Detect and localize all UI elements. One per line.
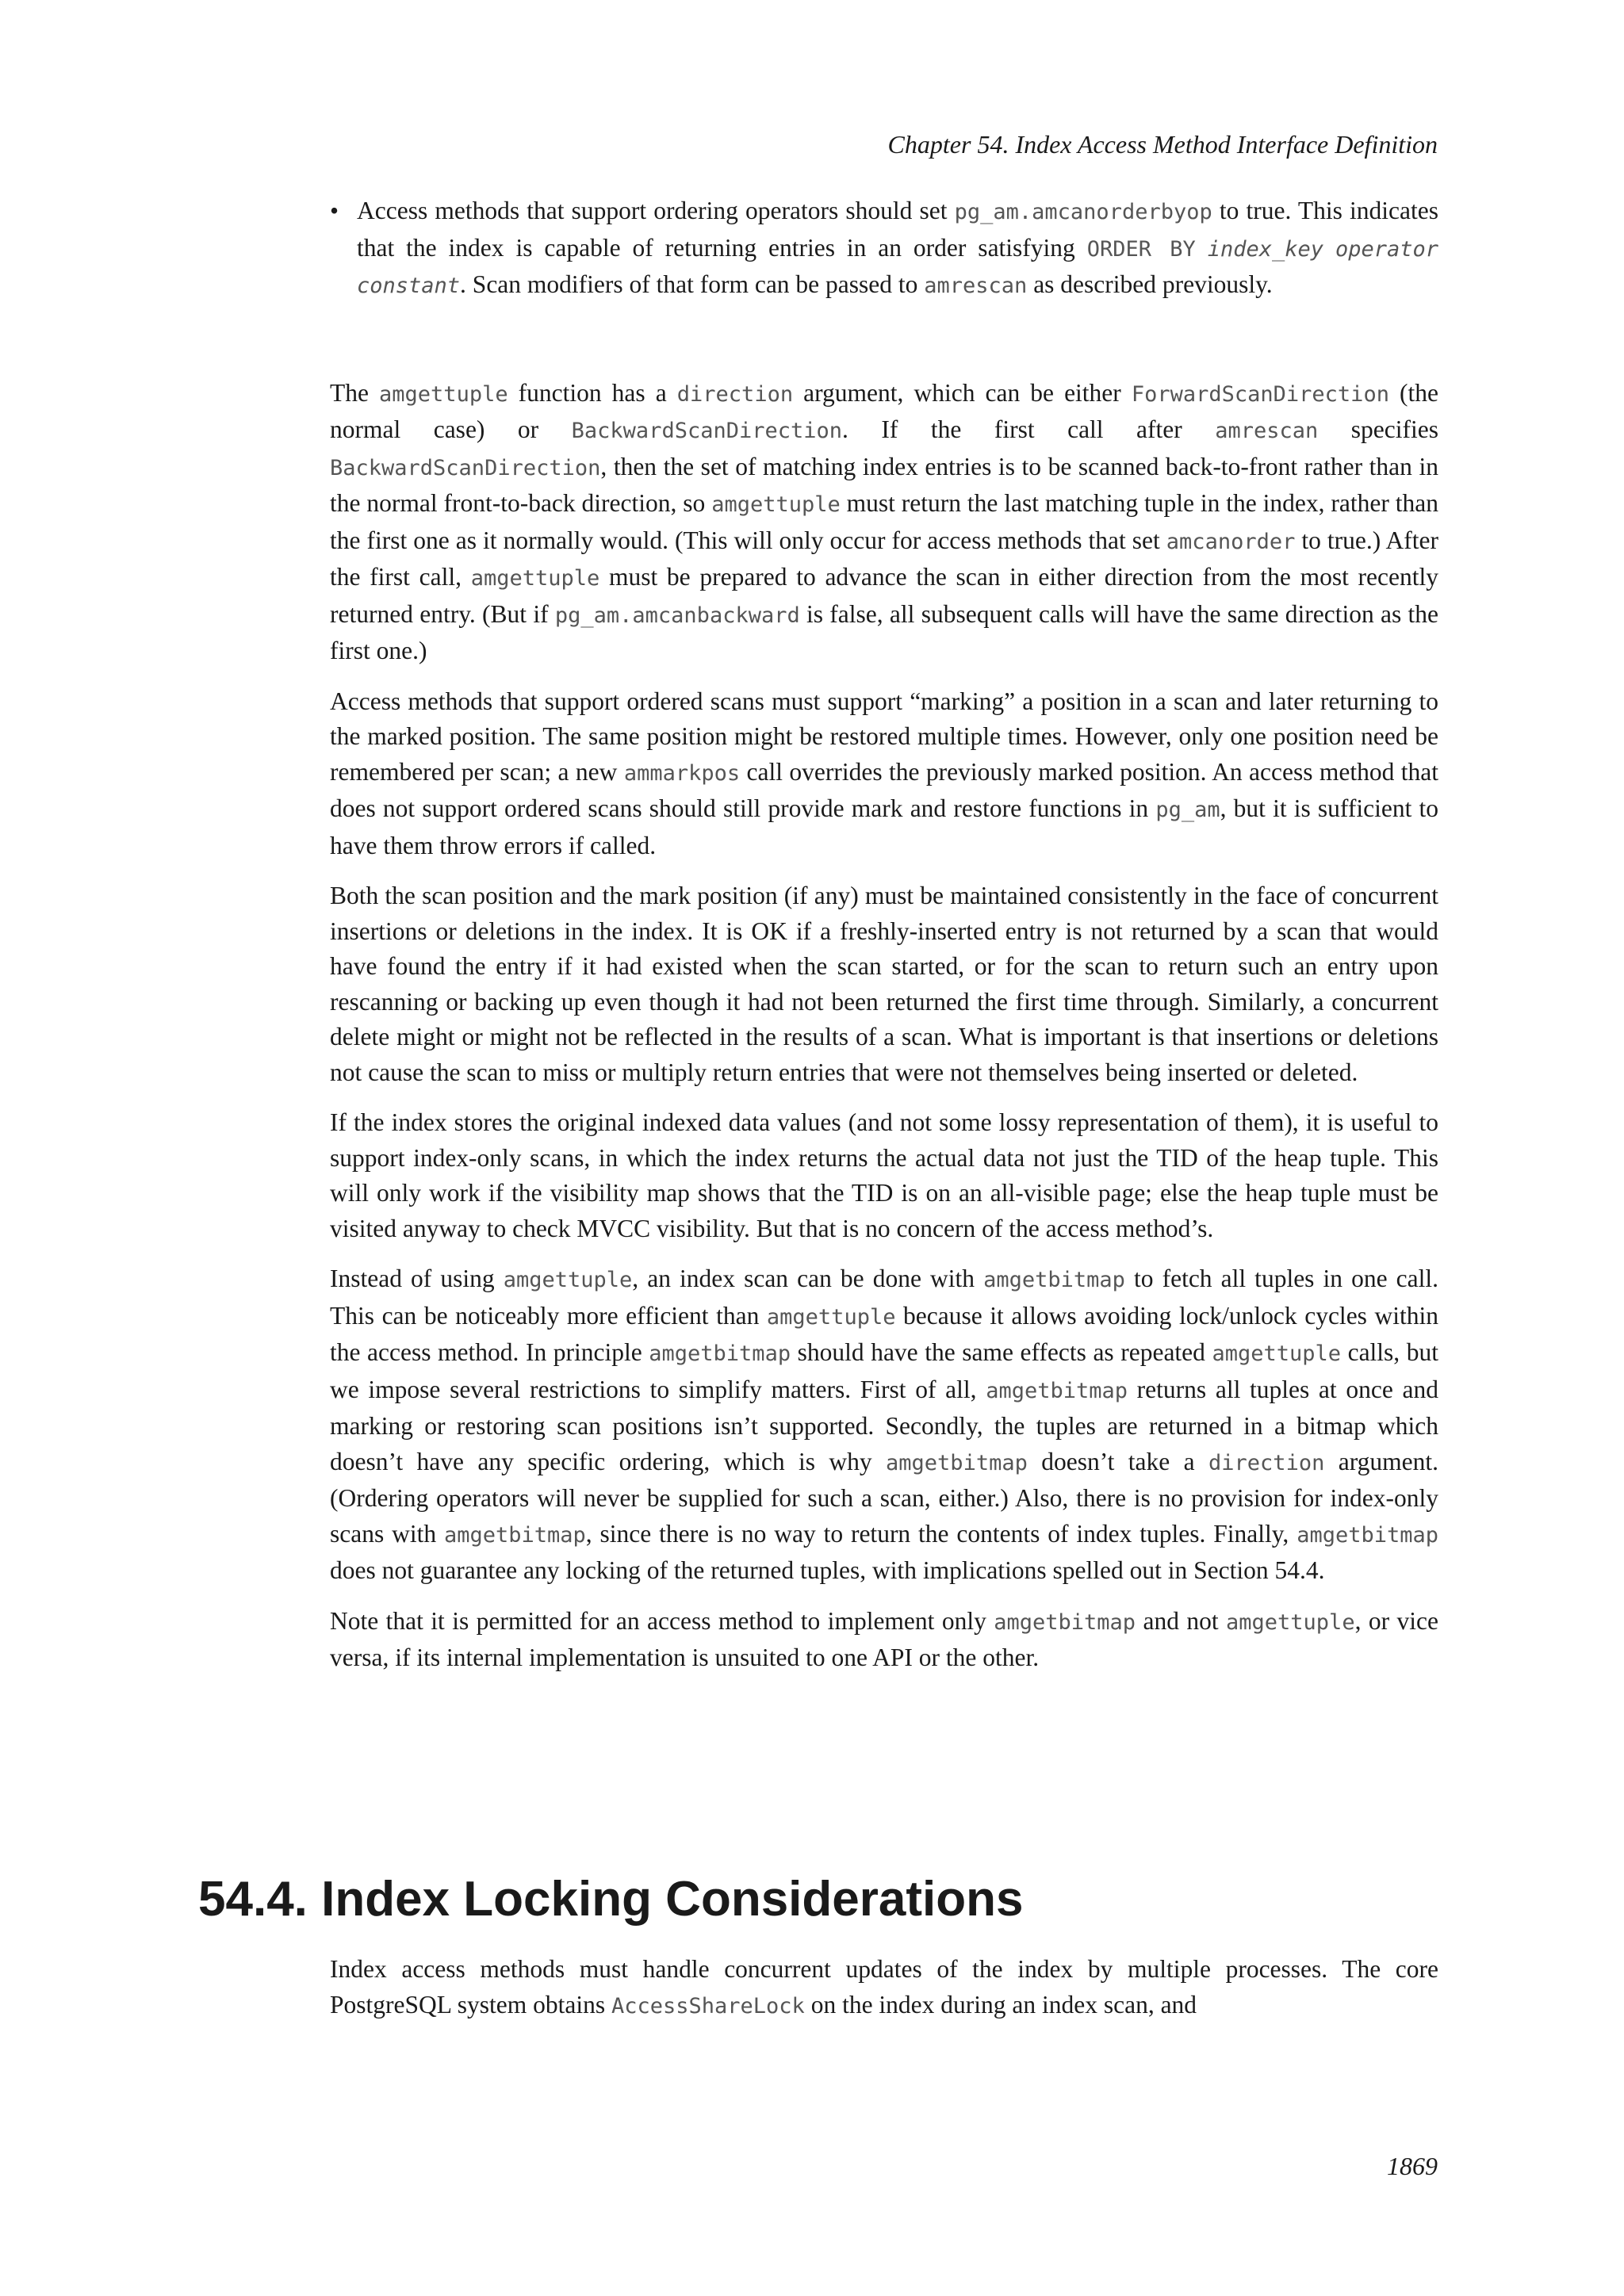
bullet-marker: •: [330, 197, 339, 224]
section-link[interactable]: Section 54.4: [1193, 1556, 1319, 1584]
text: specifies: [1318, 415, 1438, 443]
code-literal: pg_am: [1155, 798, 1220, 822]
text: must be prepared to advance the scan in either direction from the most recently returned entry. (But if: [330, 563, 1438, 628]
code-literal: amgetbitmap: [649, 1341, 791, 1366]
text: , an index scan can be done with: [632, 1265, 984, 1292]
code-placeholder: index_key: [1207, 236, 1324, 262]
code-literal: amgettuple: [470, 566, 600, 591]
text: must return the last matching tuple in the index, rather than the first one as it normally would. (This will only occur for access methods that set: [330, 489, 1438, 554]
text: should have the same effects as repeated: [791, 1338, 1212, 1366]
text: . Scan modifiers of that form can be passed to: [460, 270, 925, 298]
text: Access methods that support ordering operators should set: [357, 197, 955, 224]
text: calls, but we impose several restrictions to simplify matters. First of all,: [330, 1338, 1438, 1403]
section-heading: 54.4. Index Locking Considerations: [198, 1872, 1024, 1927]
text: on the index during an index scan, and: [804, 1990, 1197, 2019]
text: . If the first call after: [842, 415, 1216, 443]
code-literal: amgetbitmap: [994, 1609, 1136, 1635]
code-literal: pg_am.amcanbackward: [554, 603, 800, 628]
text: to true. This indicates that the index is capable of returning entries in an order satisfying: [357, 197, 1438, 262]
code-literal: amgettuple: [379, 381, 508, 407]
paragraph: If the index stores the original indexed data values (and not some lossy representation of them), it is useful to support index-only scans, in which the index returns the actual data not just the TID of the heap tuple. This will only work if the visibility map shows that the TID is on an all-visible page; else the heap tuple must be visited anyway to check MVCC visibility. But that is no concern of the access method’s.: [330, 1108, 1438, 1242]
paragraph: [330, 376, 1438, 669]
code-literal: amrescan: [1215, 419, 1319, 443]
paragraph: [330, 1952, 1438, 2024]
text: to true.) After the first call,: [330, 526, 1438, 591]
code-literal: direction: [1208, 1450, 1325, 1475]
list-item: [330, 193, 1438, 304]
code-literal: amgettuple: [1226, 1609, 1355, 1635]
text: [1323, 234, 1335, 262]
code-literal: ORDER BY: [1086, 236, 1196, 262]
paragraph: [330, 1604, 1438, 1676]
text: , but it is sufficient to have them throw errors if called.: [330, 794, 1438, 859]
main-content: [330, 193, 1438, 1691]
code-literal: amrescan: [924, 274, 1028, 298]
code-literal: amgettuple: [711, 492, 841, 517]
code-literal: BackwardScanDirection: [571, 419, 843, 443]
text: because it allows avoiding lock/unlock cycles within the access method. In principle: [330, 1301, 1438, 1366]
code-literal: BackwardScanDirection: [330, 455, 601, 480]
text: Index access methods must handle concurrent updates of the index by multiple processes. The core PostgreSQL system obtains: [330, 1955, 1438, 2019]
text: , since there is no way to return the contents of index tuples. Finally,: [585, 1519, 1297, 1548]
code-literal: amgetbitmap: [986, 1378, 1128, 1403]
page-number: 1869: [1387, 2152, 1438, 2180]
text: is false, all subsequent calls will have the same direction as the first one.): [330, 599, 1438, 664]
paragraph: [330, 684, 1438, 864]
text: .: [1318, 1556, 1325, 1584]
code-literal: amgetbitmap: [983, 1268, 1125, 1292]
code-literal: ForwardScanDirection: [1131, 381, 1389, 407]
code-literal: amgettuple: [503, 1268, 633, 1292]
text: Access methods that support ordered scans must support “marking” a position in a scan and later returning to the marked position. The same position might be restored multiple times. However, only one position need be remembered per scan; a new: [330, 687, 1438, 786]
text: as described previously.: [1027, 270, 1273, 298]
text: and not: [1136, 1606, 1227, 1635]
text: , or vice versa, if its internal implementation is unsuited to one API or the other.: [330, 1606, 1438, 1671]
text: Note that it is permitted for an access method to implement only: [330, 1606, 994, 1635]
text: to fetch all tuples in one call. This can be noticeably more efficient than: [330, 1265, 1438, 1330]
text: does not guarantee any locking of the returned tuples, with implications spelled out in: [330, 1556, 1194, 1584]
code-placeholder: constant: [357, 274, 461, 298]
code-literal: AccessShareLock: [611, 1993, 805, 2019]
text: argument. (Ordering operators will never be supplied for such a scan, either.) Also, there is no provision for index-only scans with: [330, 1447, 1438, 1548]
text: argument, which can be either: [793, 378, 1132, 407]
text: returns all tuples at once and marking or restoring scan positions isn’t supported. Secondly, the tuples are returned in a bitmap which doesn’t have any specific ordering, which is why: [330, 1375, 1438, 1475]
code-literal: pg_am.amcanorderbyop: [954, 200, 1212, 224]
text: doesn’t take a: [1027, 1447, 1209, 1475]
code-literal: amgettuple: [1212, 1341, 1342, 1366]
code-placeholder: operator: [1335, 236, 1439, 262]
section-body: [330, 1952, 1438, 2039]
text: Instead of using: [330, 1265, 504, 1292]
paragraph: [330, 1261, 1438, 1589]
code-literal: amgettuple: [766, 1304, 896, 1330]
text: function has a: [508, 378, 677, 407]
running-header: Chapter 54. Index Access Method Interface Definition: [887, 130, 1438, 159]
code-literal: amgetbitmap: [443, 1522, 586, 1548]
code-literal: ammarkpos: [623, 760, 741, 786]
paragraph: Both the scan position and the mark position (if any) must be maintained consistently in the face of concurrent insertions or deletions in the index. It is OK if a freshly-inserted entry is not returned by a scan that would have found the entry if it had existed when the scan started, or for the scan to return such an entry upon rescanning or backing up even though it had not been returned the first time through. Similarly, a concurrent delete might or might not be reflected in the results of a scan. What is important is that insertions or deletions not cause the scan to miss or multiply return entries that were not themselves being inserted or deleted.: [330, 882, 1438, 1086]
text: , then the set of matching index entries is to be scanned back-to-front rather than in the normal front-to-back direction, so: [330, 452, 1438, 517]
text: call overrides the previously marked position. An access method that does not support ordered scans should still provide mark and restore functions in: [330, 757, 1439, 822]
text: [1196, 234, 1208, 262]
code-literal: amcanorder: [1166, 529, 1296, 554]
text: (the normal case) or: [330, 378, 1438, 443]
code-literal: direction: [676, 381, 794, 407]
code-literal: amgetbitmap: [886, 1450, 1028, 1475]
text: The: [330, 378, 380, 407]
code-literal: amgetbitmap: [1297, 1522, 1438, 1548]
